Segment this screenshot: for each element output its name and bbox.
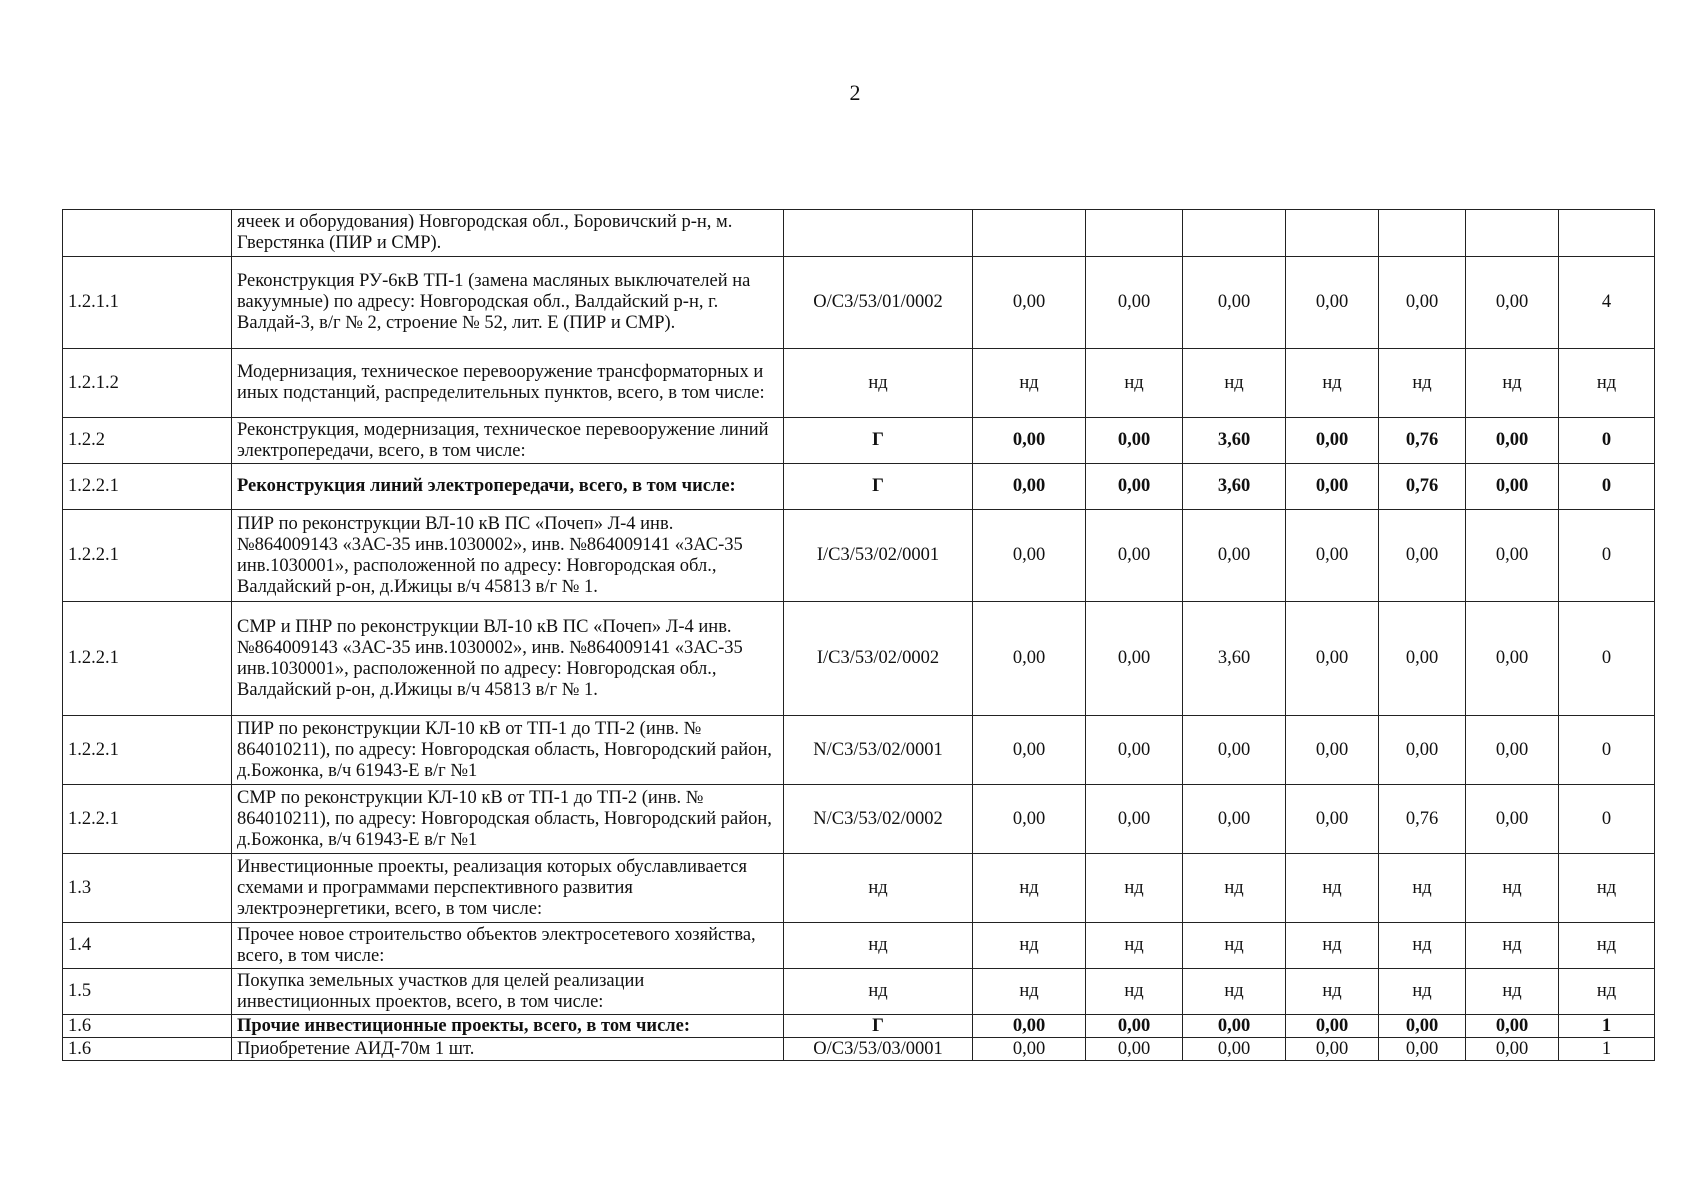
- row-code: Г: [784, 418, 973, 464]
- table-row: [63, 510, 1655, 602]
- value-1: 0,00: [973, 1038, 1086, 1061]
- value-2: 0,00: [1086, 716, 1183, 785]
- value-3: нд: [1183, 923, 1286, 969]
- value-5: 0,00: [1379, 602, 1466, 716]
- value-3: 0,00: [1183, 1038, 1286, 1061]
- value-5: нд: [1379, 923, 1466, 969]
- row-number: 1.2.2.1: [63, 602, 232, 716]
- row-name: СМР по реконструкции КЛ-10 кВ от ТП-1 до ТП-2 (инв. № 864010211), по адресу: Новгородская область, Новгородский район, д.Божонка, в/ч 61943-Е в/г №1: [232, 785, 784, 854]
- value-3: 0,00: [1183, 1015, 1286, 1038]
- table-row: [63, 1015, 1655, 1038]
- row-number: 1.2.2.1: [63, 510, 232, 602]
- value-3: 0,00: [1183, 510, 1286, 602]
- row-number: 1.4: [63, 923, 232, 969]
- value-4: нд: [1286, 854, 1379, 923]
- value-7: нд: [1559, 854, 1655, 923]
- value-6: нд: [1466, 349, 1559, 418]
- table-body: [63, 210, 1655, 1061]
- row-code: нд: [784, 854, 973, 923]
- row-number: 1.2.2.1: [63, 785, 232, 854]
- value-7: нд: [1559, 349, 1655, 418]
- table-row: [63, 464, 1655, 510]
- value-7: 0: [1559, 716, 1655, 785]
- value-7: 1: [1559, 1038, 1655, 1061]
- value-5: 0,00: [1379, 716, 1466, 785]
- value-4: [1286, 210, 1379, 257]
- value-6: 0,00: [1466, 716, 1559, 785]
- value-1: 0,00: [973, 257, 1086, 349]
- value-7: 0: [1559, 510, 1655, 602]
- value-2: нд: [1086, 349, 1183, 418]
- table-row: [63, 969, 1655, 1015]
- row-number: 1.6: [63, 1038, 232, 1061]
- value-1: 0,00: [973, 464, 1086, 510]
- table-row: [63, 418, 1655, 464]
- value-1: 0,00: [973, 785, 1086, 854]
- value-1: 0,00: [973, 716, 1086, 785]
- value-7: 4: [1559, 257, 1655, 349]
- value-3: 0,00: [1183, 785, 1286, 854]
- row-number: 1.5: [63, 969, 232, 1015]
- value-2: нд: [1086, 854, 1183, 923]
- row-code: N/C3/53/02/0001: [784, 716, 973, 785]
- row-number: 1.2.1.1: [63, 257, 232, 349]
- value-6: 0,00: [1466, 1015, 1559, 1038]
- value-6: 0,00: [1466, 602, 1559, 716]
- value-2: 0,00: [1086, 602, 1183, 716]
- value-1: 0,00: [973, 1015, 1086, 1038]
- row-code: N/C3/53/02/0002: [784, 785, 973, 854]
- value-1: нд: [973, 923, 1086, 969]
- row-code: [784, 210, 973, 257]
- value-4: нд: [1286, 923, 1379, 969]
- value-6: 0,00: [1466, 785, 1559, 854]
- row-code: нд: [784, 349, 973, 418]
- table-row: [63, 210, 1655, 257]
- row-number: 1.3: [63, 854, 232, 923]
- value-2: 0,00: [1086, 418, 1183, 464]
- value-7: нд: [1559, 969, 1655, 1015]
- value-5: 0,00: [1379, 257, 1466, 349]
- row-name: ПИР по реконструкции ВЛ-10 кВ ПС «Почеп» Л-4 инв. №864009143 «3АС-35 инв.1030002», инв. №864009141 «3АС-35 инв.1030001», расположенной по адресу: Новгородская обл., Валдайский р-он, д.Ижицы в/ч 45813 в/г № 1.: [232, 510, 784, 602]
- value-4: 0,00: [1286, 510, 1379, 602]
- value-6: 0,00: [1466, 1038, 1559, 1061]
- table-row: [63, 1038, 1655, 1061]
- row-code: O/C3/53/03/0001: [784, 1038, 973, 1061]
- table-row: [63, 257, 1655, 349]
- value-1: нд: [973, 969, 1086, 1015]
- value-4: 0,00: [1286, 1015, 1379, 1038]
- value-6: нд: [1466, 969, 1559, 1015]
- value-2: нд: [1086, 969, 1183, 1015]
- value-5: нд: [1379, 969, 1466, 1015]
- row-name: Приобретение АИД-70м 1 шт.: [232, 1038, 784, 1061]
- value-7: 0: [1559, 418, 1655, 464]
- value-6: [1466, 210, 1559, 257]
- row-code: нд: [784, 923, 973, 969]
- value-6: нд: [1466, 923, 1559, 969]
- row-name: Прочее новое строительство объектов электросетевого хозяйства, всего, в том числе:: [232, 923, 784, 969]
- value-4: 0,00: [1286, 716, 1379, 785]
- value-3: нд: [1183, 349, 1286, 418]
- value-1: 0,00: [973, 602, 1086, 716]
- table-row: [63, 716, 1655, 785]
- value-1: [973, 210, 1086, 257]
- row-number: 1.6: [63, 1015, 232, 1038]
- value-5: 0,76: [1379, 418, 1466, 464]
- table-row: [63, 602, 1655, 716]
- value-3: 3,60: [1183, 602, 1286, 716]
- row-name: Инвестиционные проекты, реализация которых обуславливается схемами и программами перспективного развития электроэнергетики, всего, в том числе:: [232, 854, 784, 923]
- row-number: 1.2.2: [63, 418, 232, 464]
- value-3: 0,00: [1183, 257, 1286, 349]
- value-6: нд: [1466, 854, 1559, 923]
- value-1: нд: [973, 854, 1086, 923]
- value-5: нд: [1379, 854, 1466, 923]
- row-code: I/C3/53/02/0002: [784, 602, 973, 716]
- value-3: 0,00: [1183, 716, 1286, 785]
- value-3: 3,60: [1183, 418, 1286, 464]
- value-5: 0,76: [1379, 464, 1466, 510]
- value-6: 0,00: [1466, 418, 1559, 464]
- page-number: 2: [849, 80, 861, 105]
- row-code: Г: [784, 464, 973, 510]
- value-2: 0,00: [1086, 1015, 1183, 1038]
- value-7: 0: [1559, 464, 1655, 510]
- value-3: [1183, 210, 1286, 257]
- row-name: Модернизация, техническое перевооружение трансформаторных и иных подстанций, распределительных пунктов, всего, в том числе:: [232, 349, 784, 418]
- investment-table: [62, 209, 1655, 1061]
- value-7: нд: [1559, 923, 1655, 969]
- value-5: [1379, 210, 1466, 257]
- row-number: [63, 210, 232, 257]
- value-5: 0,00: [1379, 1038, 1466, 1061]
- value-6: 0,00: [1466, 464, 1559, 510]
- row-name: ячеек и оборудования) Новгородская обл., Боровичский р-н, м. Гверстянка (ПИР и СМР).: [232, 210, 784, 257]
- table-row: [63, 923, 1655, 969]
- value-5: 0,00: [1379, 510, 1466, 602]
- value-3: нд: [1183, 969, 1286, 1015]
- value-3: 3,60: [1183, 464, 1286, 510]
- value-6: 0,00: [1466, 257, 1559, 349]
- row-name: Покупка земельных участков для целей реализации инвестиционных проектов, всего, в том числе:: [232, 969, 784, 1015]
- value-7: 1: [1559, 1015, 1655, 1038]
- row-number: 1.2.2.1: [63, 464, 232, 510]
- value-4: нд: [1286, 969, 1379, 1015]
- value-1: 0,00: [973, 510, 1086, 602]
- table-row: [63, 854, 1655, 923]
- row-name: Реконструкция, модернизация, техническое перевооружение линий электропередачи, всего, в том числе:: [232, 418, 784, 464]
- row-name: Реконструкция линий электропередачи, всего, в том числе:: [232, 464, 784, 510]
- value-5: 0,76: [1379, 785, 1466, 854]
- value-5: 0,00: [1379, 1015, 1466, 1038]
- value-5: нд: [1379, 349, 1466, 418]
- row-code: Г: [784, 1015, 973, 1038]
- value-2: 0,00: [1086, 464, 1183, 510]
- table-row: [63, 785, 1655, 854]
- value-6: 0,00: [1466, 510, 1559, 602]
- value-1: нд: [973, 349, 1086, 418]
- row-number: 1.2.1.2: [63, 349, 232, 418]
- value-7: [1559, 210, 1655, 257]
- value-4: 0,00: [1286, 1038, 1379, 1061]
- row-number: 1.2.2.1: [63, 716, 232, 785]
- value-1: 0,00: [973, 418, 1086, 464]
- value-7: 0: [1559, 785, 1655, 854]
- value-4: 0,00: [1286, 785, 1379, 854]
- value-2: 0,00: [1086, 257, 1183, 349]
- row-code: O/C3/53/01/0002: [784, 257, 973, 349]
- row-code: I/C3/53/02/0001: [784, 510, 973, 602]
- value-4: нд: [1286, 349, 1379, 418]
- value-2: 0,00: [1086, 1038, 1183, 1061]
- row-name: ПИР по реконструкции КЛ-10 кВ от ТП-1 до ТП-2 (инв. № 864010211), по адресу: Новгородская область, Новгородский район, д.Божонка, в/ч 61943-Е в/г №1: [232, 716, 784, 785]
- row-name: Прочие инвестиционные проекты, всего, в том числе:: [232, 1015, 784, 1038]
- value-2: 0,00: [1086, 510, 1183, 602]
- value-4: 0,00: [1286, 418, 1379, 464]
- value-2: 0,00: [1086, 785, 1183, 854]
- row-code: нд: [784, 969, 973, 1015]
- value-2: [1086, 210, 1183, 257]
- value-4: 0,00: [1286, 257, 1379, 349]
- value-2: нд: [1086, 923, 1183, 969]
- table-row: [63, 349, 1655, 418]
- row-name: СМР и ПНР по реконструкции ВЛ-10 кВ ПС «Почеп» Л-4 инв. №864009143 «3АС-35 инв.1030002», инв. №864009141 «3АС-35 инв.1030001», расположенной по адресу: Новгородская обл., Валдайский р-он, д.Ижицы в/ч 45813 в/г № 1.: [232, 602, 784, 716]
- value-7: 0: [1559, 602, 1655, 716]
- row-name: Реконструкция РУ-6кВ ТП-1 (замена масляных выключателей на вакуумные) по адресу: Новгородская обл., Валдайский р-н, г. Валдай-3, в/г № 2, строение № 52, лит. Е (ПИР и СМР).: [232, 257, 784, 349]
- value-4: 0,00: [1286, 464, 1379, 510]
- value-4: 0,00: [1286, 602, 1379, 716]
- value-3: нд: [1183, 854, 1286, 923]
